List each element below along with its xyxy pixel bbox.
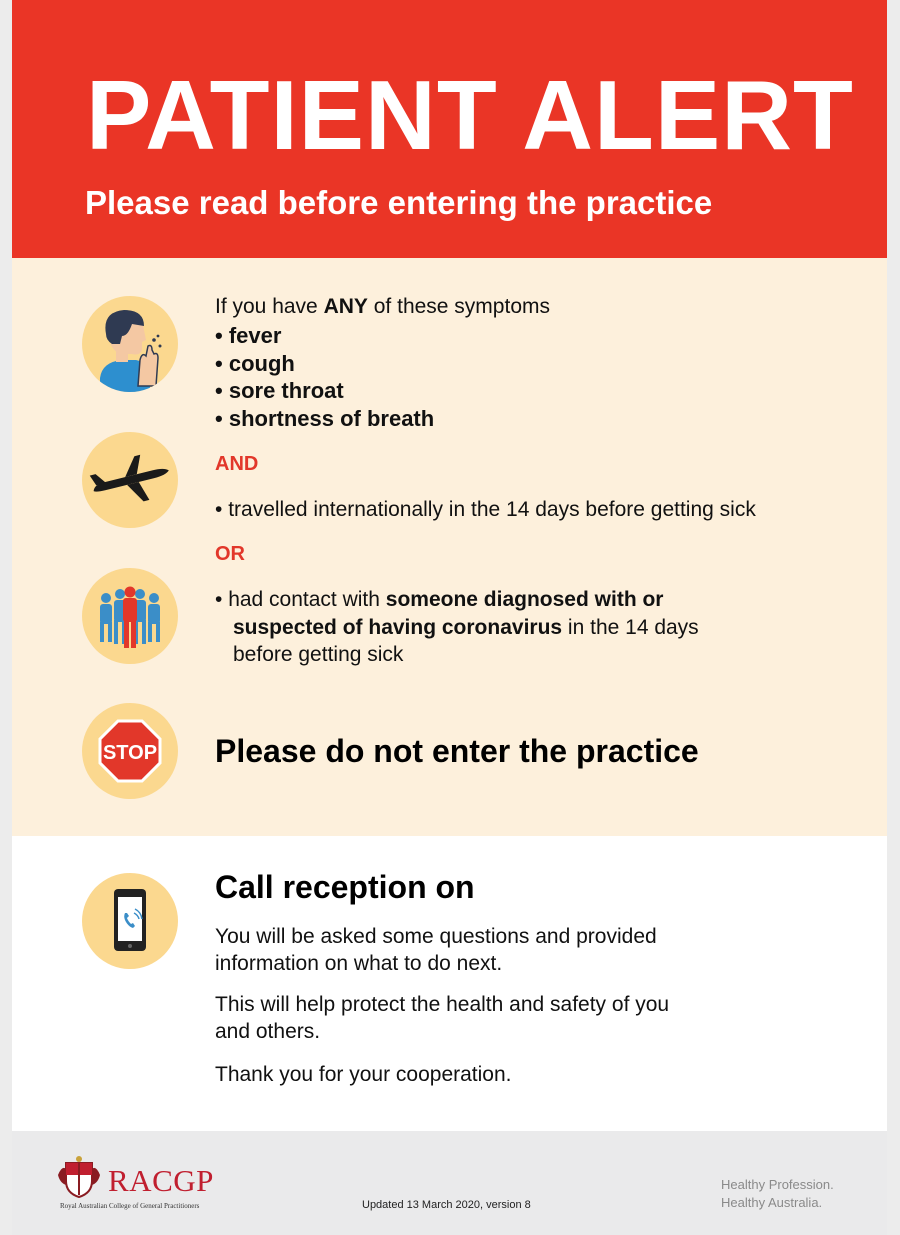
contact-criterion-line1: • had contact with someone diagnosed with or — [215, 588, 664, 611]
or-label: OR — [215, 543, 245, 565]
call-para2-line1: This will help protect the health and safety of you — [215, 993, 670, 1016]
airplane-icon — [82, 432, 178, 528]
contact-criterion-line3: before getting sick — [233, 643, 404, 666]
footer — [12, 1131, 887, 1235]
stop-sign-label: STOP — [102, 742, 158, 764]
stop-message: Please do not enter the practice — [215, 733, 699, 769]
call-para3: Thank you for your cooperation. — [215, 1063, 512, 1086]
travel-criterion: • travelled internationally in the 14 days before getting sick — [215, 498, 756, 521]
alert-header — [12, 0, 887, 258]
people-group-icon — [82, 568, 178, 664]
stop-sign-icon — [82, 703, 178, 799]
updated-note: Updated 13 March 2020, version 8 — [362, 1199, 531, 1211]
tagline-line2: Healthy Australia. — [721, 1195, 823, 1210]
phone-call-icon — [82, 873, 178, 969]
poster — [12, 0, 887, 1235]
symptoms-intro-prefix: If you have — [215, 295, 324, 318]
contact-criterion-line2: suspected of having coronavirus in the 14 days — [233, 616, 699, 639]
symptom-item: • shortness of breath — [215, 406, 435, 431]
racgp-crest-icon — [56, 1155, 102, 1199]
symptom-item: • fever — [215, 323, 282, 348]
symptom-item: • cough — [215, 351, 295, 376]
symptoms-intro-emph: ANY — [323, 295, 368, 318]
logo-subtitle: Royal Australian College of General Practitioners — [60, 1202, 200, 1210]
logo-name: RACGP — [108, 1163, 214, 1198]
call-heading: Call reception on — [215, 869, 475, 905]
call-para2-line2: and others. — [215, 1020, 321, 1043]
tagline-line1: Healthy Profession. — [721, 1177, 834, 1192]
symptom-item: • sore throat — [215, 378, 344, 403]
page-title: PATIENT ALERT — [86, 60, 854, 170]
call-para1-line1: You will be asked some questions and provided — [215, 925, 657, 948]
call-para1-line2: information on what to do next. — [215, 952, 503, 975]
coughing-person-icon — [82, 296, 178, 392]
page-subtitle: Please read before entering the practice — [85, 184, 713, 221]
symptoms-intro-suffix: of these symptoms — [367, 295, 550, 318]
and-label: AND — [215, 453, 259, 475]
